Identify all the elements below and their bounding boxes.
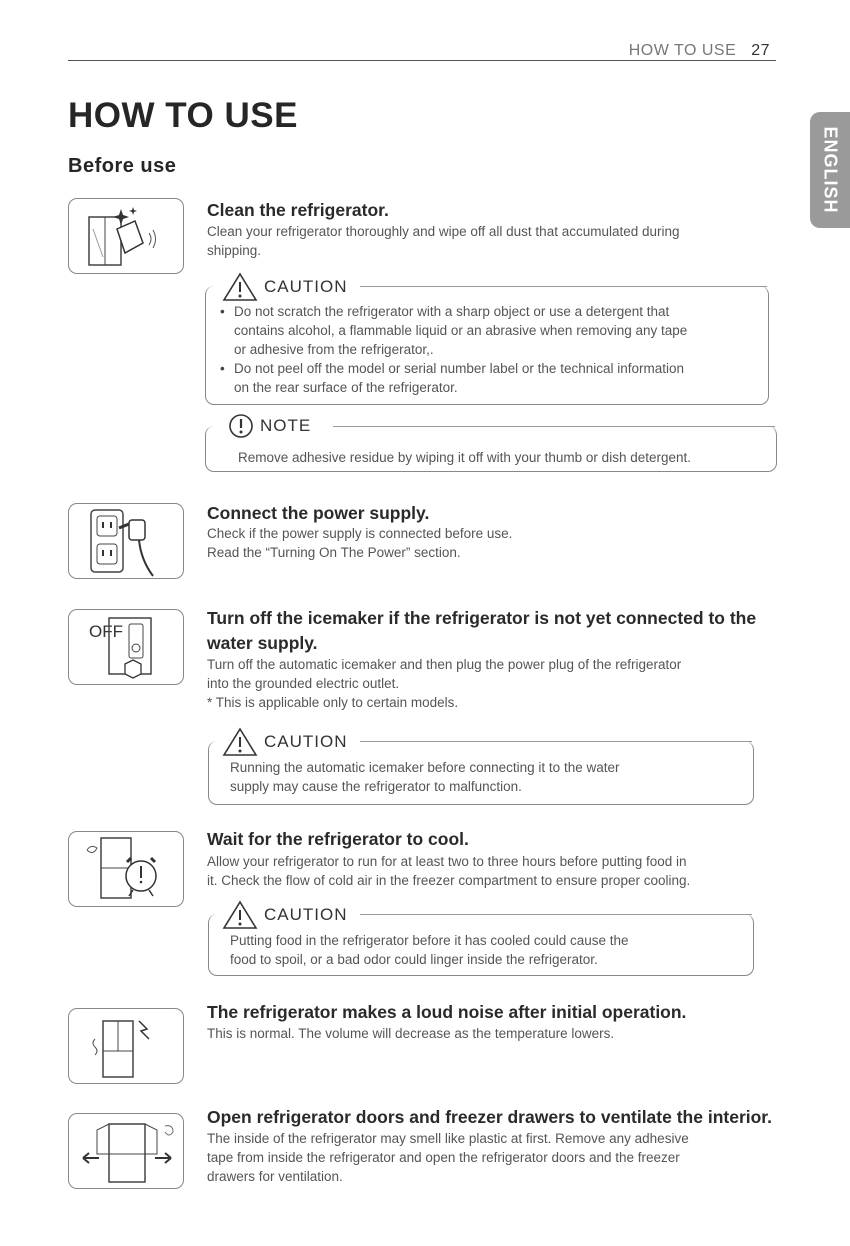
language-tab-label: ENGLISH — [820, 126, 841, 214]
caution-line: supply may cause the refrigerator to malfunction. — [230, 779, 522, 794]
note-box-head — [228, 413, 319, 439]
step-icemaker-footnote: * This is applicable only to certain models. — [207, 695, 459, 710]
step-ventilate-body — [207, 1129, 767, 1186]
step-icemaker-body-line-2: into the grounded electric outlet. — [207, 676, 400, 691]
noise-illustration — [68, 1008, 184, 1084]
step-cool-body-line-1: Allow your refrigerator to run for at least two to three hours before putting food in — [207, 854, 687, 869]
running-header — [629, 42, 770, 60]
caution-item-line: contains alcohol, a flammable liquid or an abrasive when removing any tape — [234, 323, 688, 338]
open-doors-icon — [69, 1114, 183, 1188]
caution-box-icemaker-rule — [360, 741, 752, 742]
step-power-body-line-2: Read the “Turning On The Power” section. — [207, 545, 461, 560]
warning-triangle-icon — [222, 272, 258, 302]
caution-label: CAUTION — [264, 905, 356, 925]
caution-item-line: or adhesive from the refrigerator,. — [234, 342, 434, 357]
step-power-body — [207, 524, 767, 562]
caution-label: CAUTION — [264, 277, 356, 297]
caution-label: CAUTION — [264, 732, 356, 752]
ventilate-illustration — [68, 1113, 184, 1189]
caution-box-cleaning-rule — [360, 286, 767, 287]
step-icemaker-title — [207, 608, 777, 654]
step-power-title: Connect the power supply. — [207, 503, 430, 523]
caution-line: food to spoil, or a bad odor could linger inside the refrigerator. — [230, 952, 598, 967]
step-ventilate-body-line-1: The inside of the refrigerator may smell like plastic at first. Remove any adhesive — [207, 1131, 689, 1146]
step-noise-body: This is normal. The volume will decrease as the temperature lowers. — [207, 1026, 615, 1041]
caution-item-line: • Do not peel off the model or serial number label or the technical information — [234, 361, 685, 376]
step-ventilate-body-line-3: drawers for ventilation. — [207, 1169, 343, 1184]
caution-box-cleaning-text — [220, 302, 760, 397]
section-subtitle: Before use — [68, 155, 177, 177]
wait-to-cool-illustration — [68, 831, 184, 907]
header-rule — [68, 60, 776, 61]
caution-item-line: on the rear surface of the refrigerator. — [234, 380, 458, 395]
caution-line: Running the automatic icemaker before connecting it to the water — [230, 760, 620, 775]
step-ventilate-body-line-2: tape from inside the refrigerator and open the refrigerator doors and the freezer — [207, 1150, 680, 1165]
clean-fridge-illustration — [68, 198, 184, 274]
caution-box-cool-head — [222, 900, 356, 930]
step-icemaker-body — [207, 655, 767, 712]
step-icemaker-body-line-1: Turn off the automatic icemaker and then plug the power plug of the refrigerator — [207, 657, 682, 672]
step-clean-body-line-1: Clean your refrigerator thoroughly and wipe off all dust that accumulated during — [207, 224, 680, 239]
step-cool-title: Wait for the refrigerator to cool. — [207, 829, 469, 849]
step-cool-body — [207, 852, 767, 890]
caution-box-icemaker-text — [230, 758, 745, 796]
caution-box-cool-rule — [360, 914, 752, 915]
power-plug-icon — [69, 504, 183, 578]
caution-item — [220, 359, 760, 397]
noise-vibration-icon — [69, 1009, 183, 1083]
step-power-body-line-1: Check if the power supply is connected before use. — [207, 526, 513, 541]
note-box-rule — [333, 426, 775, 427]
page-number: 27 — [751, 42, 770, 59]
caution-item-line: • Do not scratch the refrigerator with a sharp object or use a detergent that — [234, 304, 670, 319]
language-tab — [810, 112, 850, 228]
header-section: HOW TO USE — [628, 42, 737, 59]
power-supply-illustration — [68, 503, 184, 579]
note-label: NOTE — [260, 416, 319, 436]
caution-line: Putting food in the refrigerator before it has cooled could cause the — [230, 933, 629, 948]
caution-box-icemaker-head — [222, 727, 356, 757]
step-icemaker-title-line-2: water supply. — [207, 633, 318, 653]
icemaker-icon — [69, 610, 183, 684]
caution-box-cleaning-head — [222, 272, 356, 302]
warning-triangle-icon — [222, 900, 258, 930]
caution-item — [220, 302, 760, 359]
icemaker-off-label: OFF — [89, 622, 123, 641]
warning-triangle-icon — [222, 727, 258, 757]
alarm-clock-icon — [69, 832, 183, 906]
step-ventilate-title: Open refrigerator doors and freezer drawers to ventilate the interior. — [207, 1107, 773, 1127]
caution-box-cool-text — [230, 931, 745, 969]
step-clean-body-line-2: shipping. — [207, 243, 262, 258]
note-text: Remove adhesive residue by wiping it off with your thumb or dish detergent. — [238, 450, 691, 465]
step-clean-title: Clean the refrigerator. — [207, 200, 389, 220]
icemaker-off-illustration — [68, 609, 184, 685]
step-cool-body-line-2: it. Check the flow of cold air in the freezer compartment to ensure proper cooling. — [207, 873, 691, 888]
step-clean-body — [207, 222, 767, 260]
step-icemaker-title-line-1: Turn off the icemaker if the refrigerator is not yet connected to the — [207, 608, 757, 628]
page-title: HOW TO USE — [68, 96, 298, 135]
note-exclamation-icon — [228, 413, 254, 439]
step-noise-title: The refrigerator makes a loud noise after initial operation. — [207, 1002, 687, 1022]
cleaning-cloth-icon — [69, 199, 183, 273]
